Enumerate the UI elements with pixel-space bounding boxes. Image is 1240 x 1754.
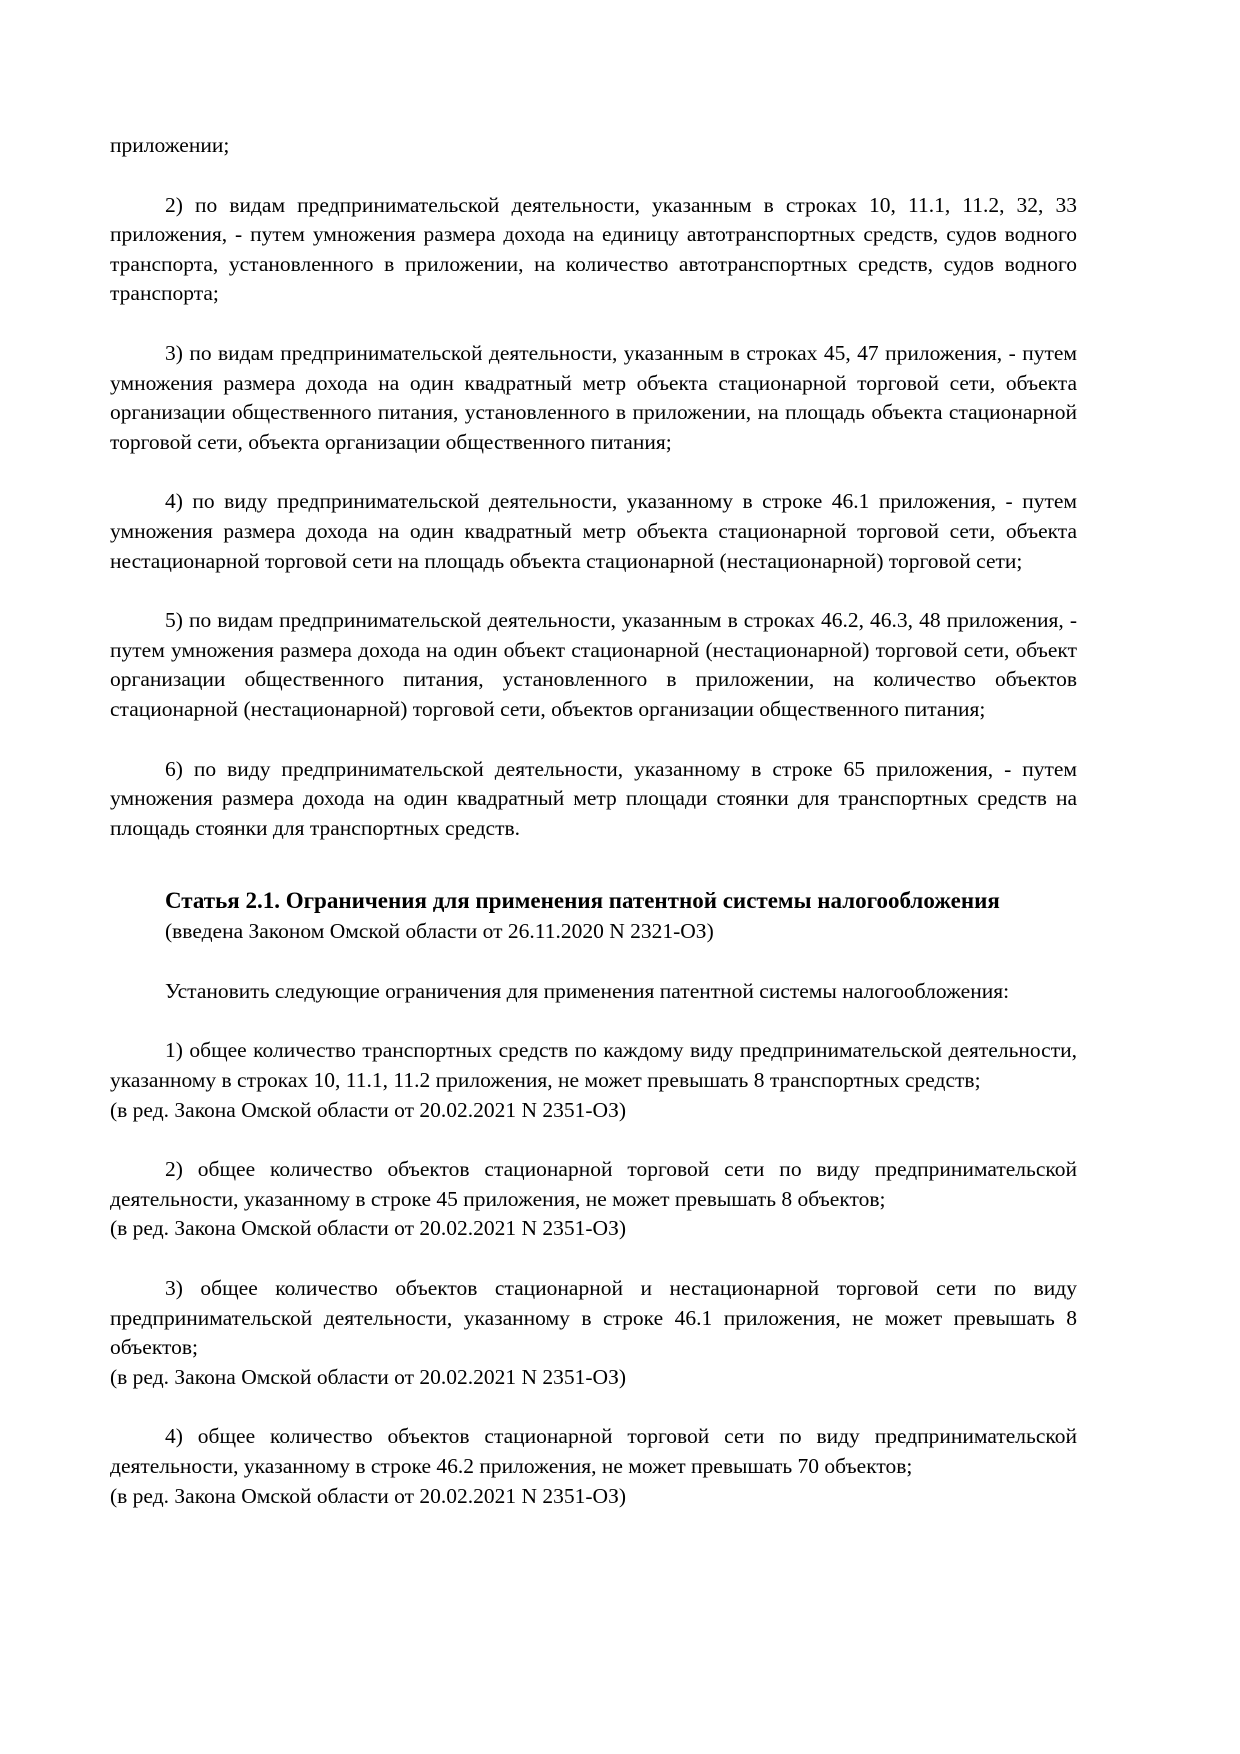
article-lead-in: Установить следующие ограничения для применения патентной системы налогообложения: (165, 978, 1010, 1003)
paragraph-gap (110, 1006, 1077, 1036)
article-heading-block (110, 885, 1077, 947)
article-heading: Статья 2.1. Ограничения для применения патентной системы налогообложения (165, 888, 1000, 914)
article-introduced-note: (введена Законом Омской области от 26.11.2020 N 2321-ОЗ) (165, 919, 714, 944)
list-item-2: 2) по видам предпринимательской деятельности, указанным в строках 10, 11.1, 11.2, 32, 33 приложения, - путем умножения размера дохода на единицу автотранспортных средств, судов водного транспорта, установленного в приложении, на количество автотранспортных средств, судов водного транспорта; (110, 192, 1077, 306)
list-item-6: 6) по виду предпринимательской деятельности, указанному в строке 65 приложения, - путем умножения размера дохода на один квадратный метр площади стоянки для транспортных средств на площадь стоянки для транспортных средств. (110, 756, 1077, 840)
paragraph-gap (110, 457, 1077, 487)
paragraph-gap (110, 1244, 1077, 1274)
limitation-amendment-3: (в ред. Закона Омской области от 20.02.2021 N 2351-ОЗ) (110, 1364, 627, 1389)
limitation-amendment-4: (в ред. Закона Омской области от 20.02.2021 N 2351-ОЗ) (110, 1483, 627, 1508)
list-item-5: 5) по видам предпринимательской деятельности, указанным в строках 46.2, 46.3, 48 приложения, - путем умножения размера дохода на один объект стационарной (нестационарной) торговой сети, объект организации общественного питания, установленного в приложении, на количество объектов стационарной (нестационарной) торговой сети, объектов организации общественного питания; (110, 608, 1077, 721)
paragraph-gap (110, 309, 1077, 339)
limitation-item-4: 4) общее количество объектов стационарной торговой сети по виду предпринимательской деятельности, указанному в строке 46.2 приложения, не может превышать 70 объектов; (110, 1424, 1077, 1478)
page-content (110, 131, 1077, 1511)
list-item-4: 4) по виду предпринимательской деятельности, указанному в строке 46.1 приложения, - путем умножения размера дохода на один квадратный метр объекта стационарной торговой сети, объекта нестационарной торговой сети на площадь объекта стационарной (нестационарной) торговой сети; (110, 489, 1077, 573)
continuation-line: приложении; (110, 133, 230, 157)
paragraph-gap (110, 161, 1077, 191)
limitation-amendment-2: (в ред. Закона Омской области от 20.02.2021 N 2351-ОЗ) (110, 1216, 627, 1241)
paragraph-gap (110, 947, 1077, 977)
list-item-3: 3) по видам предпринимательской деятельности, указанным в строках 45, 47 приложения, - путем умножения размера дохода на один квадратный метр объекта стационарной торговой сети, объекта организации общественного питания, установленного в приложении, на площадь объекта стационарной торговой сети, объекта организации общественного питания; (110, 340, 1077, 454)
paragraph-gap (110, 576, 1077, 606)
paragraph-gap (110, 1392, 1077, 1422)
limitation-amendment-1: (в ред. Закона Омской области от 20.02.2021 N 2351-ОЗ) (110, 1097, 627, 1122)
limitation-item-3: 3) общее количество объектов стационарной и нестационарной торговой сети по виду предпринимательской деятельности, указанному в строке 46.1 приложения, не может превышать 8 объектов; (110, 1276, 1077, 1360)
limitation-item-2: 2) общее количество объектов стационарной торговой сети по виду предпринимательской деятельности, указанному в строке 45 приложения, не может превышать 8 объектов; (110, 1157, 1077, 1211)
limitation-item-1: 1) общее количество транспортных средств по каждому виду предпринимательской деятельности, указанному в строках 10, 11.1, 11.2 приложения, не может превышать 8 транспортных средств; (110, 1038, 1077, 1093)
paragraph-gap (110, 725, 1077, 755)
paragraph-gap (110, 1125, 1077, 1155)
